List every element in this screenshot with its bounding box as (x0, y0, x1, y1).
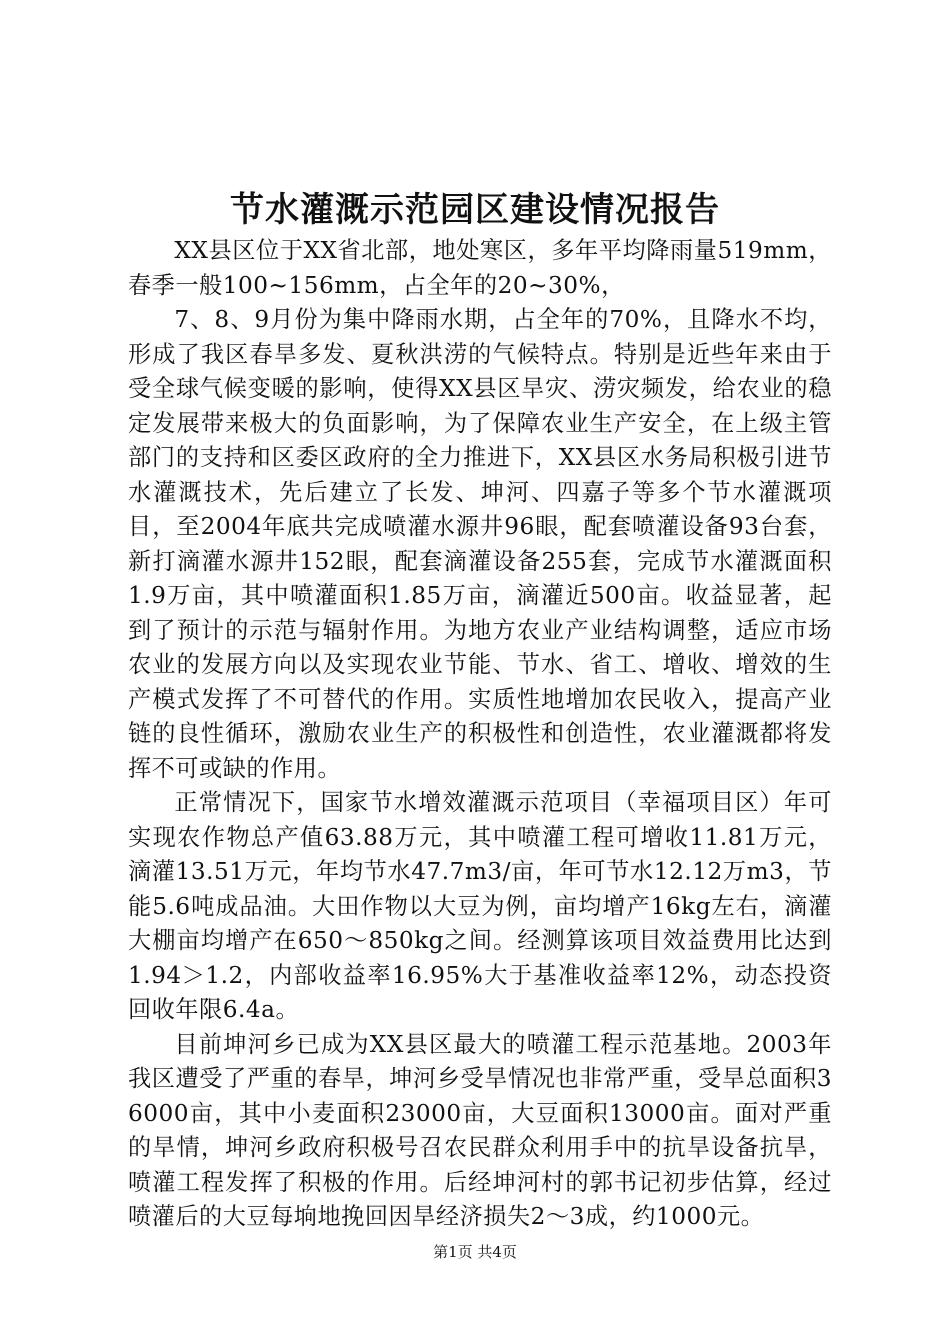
document-body (128, 234, 832, 1235)
document-title: 节水灌溉示范园区建设情况报告 (230, 190, 720, 230)
paragraph: XX县区位于XX省北部，地处寒区，多年平均降雨量519mm，春季一般100~156mm，占全年的20~30%， (128, 237, 832, 299)
paragraph: 正常情况下，国家节水增效灌溉示范项目（幸福项目区）年可实现农作物总产值63.88万元，其中喷灌工程可增收11.81万元，滴灌13.51万元，年均节水47.7m3/亩，年可节水12.12万m3，节能5.6吨成品油。大田作物以大豆为例，亩均增产16kg左右，滴灌大棚亩均增产在650～850kg之间。经测算该项目效益费用比达到1.94＞1.2，内部收益率16.95%大于基准收益率12%，动态投资回收年限6.4a。 (128, 789, 832, 1023)
page-number-footer: 第1页 共4页 (433, 1243, 517, 1261)
paragraph: 7、8、9月份为集中降雨水期，占全年的70%，且降水不均，形成了我区春旱多发、夏秋洪涝的气候特点。特别是近些年来由于受全球气候变暖的影响，使得XX县区旱灾、涝灾频发，给农业的稳定发展带来极大的负面影响，为了保障农业生产安全，在上级主管部门的支持和区委区政府的全力推进下，XX县区水务局积极引进节水灌溉技术，先后建立了长发、坤河、四嘉子等多个节水灌溉项目，至2004年底共完成喷灌水源井96眼，配套喷灌设备93台套，新打滴灌水源井152眼，配套滴灌设备255套，完成节水灌溉面积1.9万亩，其中喷灌面积1.85万亩，滴灌近500亩。收益显著，起到了预计的示范与辐射作用。为地方农业产业结构调整，适应市场农业的发展方向以及实现农业节能、节水、省工、增收、增效的生产模式发挥了不可替代的作用。实质性地增加农民收入，提高产业链的良性循环，激励农业生产的积极性和创造性，农业灌溉都将发挥不可或缺的作用。 (128, 306, 832, 782)
paragraph: 目前坤河乡已成为XX县区最大的喷灌工程示范基地。2003年我区遭受了严重的春旱，坤河乡受旱情况也非常严重，受旱总面积36000亩，其中小麦面积23000亩，大豆面积13000亩。面对严重的旱情，坤河乡政府积极号召农民群众利用手中的抗旱设备抗旱，喷灌工程发挥了积极的作用。后经坤河村的郭书记初步估算，经过喷灌后的大豆每垧地挽回因旱经济损失2～3成，约1000元。 (128, 1030, 832, 1230)
